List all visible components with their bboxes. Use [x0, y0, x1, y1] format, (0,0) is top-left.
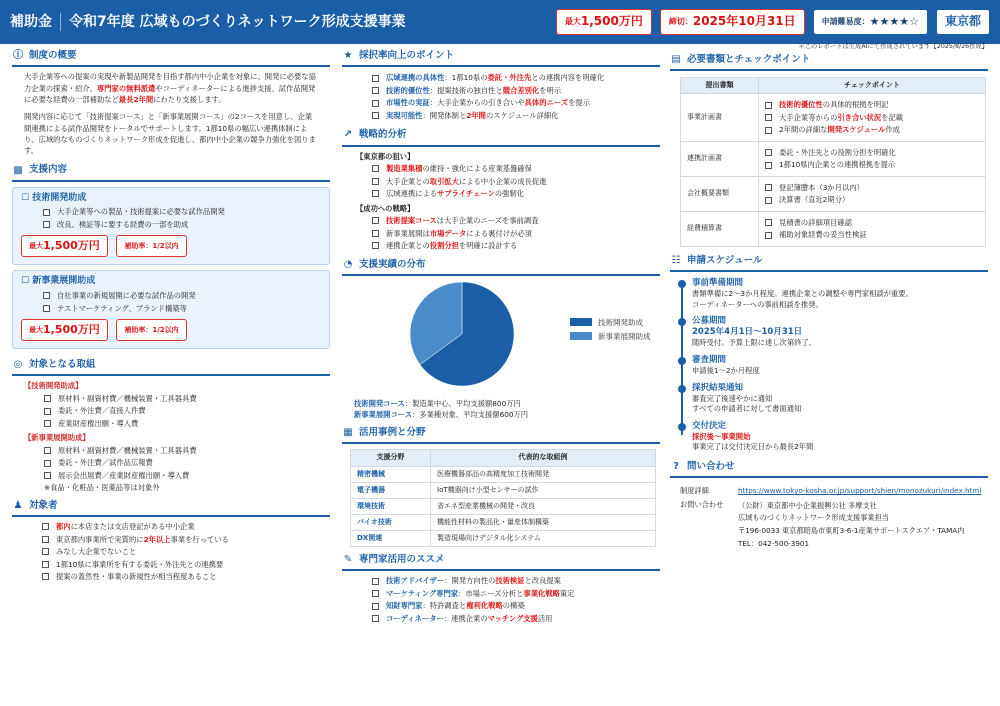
support-heading: ▩ 支援内容	[12, 162, 330, 181]
list-item: 原材料・副資材費／機械装置・工具器具費	[44, 394, 330, 403]
list-item: 産業財産権出願・導入費	[44, 419, 330, 428]
table-row: 環境技術 省エネ型産業機械の開発・改良	[351, 498, 656, 514]
target-icon: ◎	[13, 359, 23, 371]
calendar-icon: ☷	[671, 254, 681, 266]
eligibility-item: 都内に本店または支店登記がある中小企業	[42, 522, 330, 531]
chart-line-icon: ↗	[343, 129, 353, 141]
expert-item: 技術アドバイザー：開発方向性の技術検証と改良提案	[372, 576, 660, 585]
clipboard-icon: ▤	[671, 54, 681, 66]
check-item: 決算書（直近2期分）	[765, 195, 979, 204]
category-tag: 補助金	[10, 13, 61, 31]
difficulty-badge: 申請難易度： ★★★★☆	[813, 9, 928, 35]
point-item: 実現可能性：開発体制と2年間のスケジュール詳細化	[372, 111, 660, 120]
newbiz-rate-badge: 補助率： 1/2以内	[116, 319, 186, 341]
page-title: 令和7年度 広域ものづくりネットワーク形成支援事業	[69, 13, 406, 30]
experts-heading: ✎ 専門家活用のススメ	[342, 552, 660, 571]
check-item: 見積書の詳細項目確認	[765, 218, 979, 227]
prefecture-badge: 東京都	[936, 9, 990, 35]
people-icon: ♟	[13, 499, 23, 511]
list-item: 改良、検証等に要する経費の一部を助成	[43, 220, 321, 229]
info-icon: ⓘ	[13, 50, 23, 62]
targets-note: ※食品・化粧品・医薬品等は対象外	[44, 483, 160, 493]
left-column	[12, 48, 330, 585]
expert-item: マーケティング専門家：市場ニーズ分析と事業化戦略策定	[372, 589, 660, 598]
deadline-badge: 締切： 2025年10月31日	[660, 9, 805, 35]
eligibility-item: みなし大企業でないこと	[42, 547, 330, 556]
detail-link[interactable]: https://www.tokyo-kosha.or.jp/support/shien/monozukuri/index.html	[738, 486, 982, 496]
table-row: バイオ技術 機能性材料の製品化・量産体制構築	[351, 514, 656, 530]
check-item: 登記簿謄本（3か月以内）	[765, 183, 979, 192]
tech-support-box	[12, 187, 330, 266]
distribution-pie-chart	[342, 276, 660, 396]
strategy-win-item: 新事業展開は市場データによる裏付けが必須	[372, 229, 660, 238]
eligibility-item: 東京都内事業所で実質的に2年以上事業を行っている	[42, 535, 330, 544]
tech-target-label: 【技術開発助成】	[24, 381, 83, 391]
legend-label: 新事業展開助成	[598, 331, 651, 341]
check-item: 2年間の詳細な開発スケジュール作成	[765, 125, 979, 134]
grid-icon: ▦	[343, 427, 353, 439]
expert-item: コーディネーター：連携企業のマッチング支援活用	[372, 614, 660, 623]
distribution-notes: 技術開発コース：製造業中心、平均支援額800万円 新事業展開コース：多業種対象、平均支援額600万円	[354, 399, 529, 420]
contact-heading: ? 問い合わせ	[670, 459, 988, 478]
list-item: 自社事業の新規展開に必要な試作品の開発	[43, 291, 321, 300]
strategy-aim-item: 製造業集積の維持・強化による産業基盤確保	[372, 164, 660, 173]
legend-swatch	[570, 332, 592, 340]
contact-table: 制度詳細 https://www.tokyo-kosha.or.jp/support/shien/monozukuri/index.html お問い合わせ （公財）東京都中小企業振興公社 多摩支社 広域ものづくりネットワーク形成支援事業担当 〒196-0033 東京都昭島市東町3-6-1産業サポートスクエア・TAMA内 TEL：042-500-3901	[680, 486, 982, 548]
ai-note: ＊このレポートは生成AIにて作成されています【2025/8/26作成】	[798, 43, 988, 50]
newbiz-target-label: 【新事業展開助成】	[24, 433, 90, 443]
newbiz-support-title: ☐ 新事業展開助成	[21, 276, 96, 287]
header-bar	[0, 0, 1000, 44]
table-row: DX関連 製造現場向けデジタル化システム	[351, 530, 656, 546]
list-item: 展示会出展費／産業財産権出願・導入費	[44, 471, 330, 480]
tech-max-badge: 最大 1,500万円	[21, 235, 108, 257]
strategy-win-label: 【成功への戦略】	[356, 203, 415, 213]
legend-swatch	[570, 318, 592, 326]
docs-heading: ▤ 必要書類とチェックポイント	[670, 52, 988, 71]
list-item: 委託・外注費／直接人件費	[44, 406, 330, 415]
points-heading: ★ 採択率向上のポイント	[342, 48, 660, 67]
table-row: 経費積算書 見積書の詳細項目確認 補助対象経費の妥当性検証	[681, 211, 986, 246]
newbiz-support-box	[12, 270, 330, 349]
overview-text-2: 開発内容に応じて「技術提案コース」と「新事業展開コース」の2コースを用意し、企業間連携による試作品開発をトータルでサポートします。1都10県の幅広い連携体制により、広域的なものづくりネットワーク形成を促進し、都内中小企業の競争力強化を図ります。	[24, 112, 316, 156]
table-row: 会社概要書類 登記簿謄本（3か月以内） 決算書（直近2期分）	[681, 176, 986, 211]
check-item: 1都10県内企業との連携根拠を提示	[765, 160, 979, 169]
gift-icon: ▩	[13, 164, 23, 176]
schedule-heading: ☷ 申請スケジュール	[670, 253, 988, 272]
middle-column	[342, 48, 660, 626]
eligibility-item: 1都10県に事業所を有する委託・外注先との連携要	[42, 560, 330, 569]
expert-item: 知財専門家：特許調査と権利化戦略の構築	[372, 601, 660, 610]
schedule-step: 事前準備期間 書類準備に2〜3か月程度。連携企業との調整や専門家相談が重要。 コーディネーターへの事前相談を推奨。	[670, 278, 988, 310]
strategy-aim-item: 広域連携によるサプライチェーンの強靭化	[372, 189, 660, 198]
cases-heading: ▦ 活用事例と分野	[342, 425, 660, 444]
right-column	[670, 43, 988, 552]
docs-table: 提出書類 チェックポイント 事業計画書 技術的優位性の具体的根拠を明記 大手企業等からの引き合い状況を記載 2年間の詳細な開発スケジュール作成 連携計画書 委託・外注先との役割分担を明確化 1都10県内企業との連携根拠を提示 会社概要書類 登記簿謄本（3か月以内） 決算書（直近2期分） 経費積算書 見積書の詳細項目確認 補助対象経費の妥当性検証	[680, 77, 986, 246]
point-item: 広域連携の具体性：1都10県の委託・外注先との連携内容を明確化	[372, 73, 660, 82]
eligible-heading: ♟ 対象者	[12, 498, 330, 517]
list-item: テストマーケティング、ブランド構築等	[43, 304, 321, 313]
lightbulb-icon: ★	[343, 50, 353, 62]
newbiz-max-badge: 最大 1,500万円	[21, 319, 108, 341]
list-item: 委託・外注費／試作品広報費	[44, 458, 330, 467]
tech-support-title: ☐ 技術開発助成	[21, 192, 87, 203]
tech-rate-badge: 補助率： 1/2以内	[116, 235, 186, 257]
expert-icon: ✎	[343, 554, 353, 566]
check-item: 技術的優位性の具体的根拠を明記	[765, 100, 979, 109]
schedule-step: 採択結果通知 審査完了後速やかに通知 すべての申請者に対して書面通知	[670, 383, 988, 415]
list-item: 原材料・副資材費／機械装置・工具器具費	[44, 446, 330, 455]
overview-heading: ⓘ 制度の概要	[12, 48, 330, 67]
list-item: 大手企業等への製品・技術提案に必要な試作品開発	[43, 207, 321, 216]
question-icon: ?	[673, 461, 679, 473]
max-amount-badge: 最大 1,500万円	[556, 9, 652, 35]
strategy-heading: ↗ 戦略的分析	[342, 127, 660, 146]
pie-chart-icon: ◔	[343, 258, 353, 270]
table-row: 精密機械 医療機器部品の高精度加工技術開発	[351, 466, 656, 482]
schedule-step: 審査期間 申請後1〜2か月程度	[670, 355, 988, 377]
overview-text-1: 大手企業等への提案の実現や新製品開発を目指す都内中小企業を対象に、開発に必要な協力企業の探索・紹介、専門家の無料派遣やコーディネーターによる進捗支援、試作品開発に必要な経費の一部補助など最長2年間にわたり支援します。	[24, 72, 316, 104]
schedule-step: 公募期間 2025年4月1日〜10月31日 随時受付。予算上限に達し次第終了。	[670, 316, 988, 349]
distribution-heading: ◔ 支援実績の分布	[342, 257, 660, 276]
strategy-win-item: 技術提案コースは大手企業のニーズを事前調査	[372, 216, 660, 225]
schedule-step: 交付決定 採択後〜事業開始 事業完了は交付決定日から最長2年間	[670, 421, 988, 453]
strategy-aim-label: 【東京都の狙い】	[356, 151, 415, 161]
targets-heading: ◎ 対象となる取組	[12, 357, 330, 376]
check-item: 補助対象経費の妥当性検証	[765, 230, 979, 239]
table-row: 電子機器 IoT機器向け小型センサーの試作	[351, 482, 656, 498]
check-item: 大手企業等からの引き合い状況を記載	[765, 113, 979, 122]
point-item: 市場性の実証：大手企業からの引き合いや具体的ニーズを提示	[372, 98, 660, 107]
check-item: 委託・外注先との役割分担を明確化	[765, 148, 979, 157]
eligibility-item: 提案の蓋然性・事業の新規性が相当程度あること	[42, 572, 330, 581]
legend-label: 技術開発助成	[598, 317, 643, 327]
table-row: 事業計画書 技術的優位性の具体的根拠を明記 大手企業等からの引き合い状況を記載 2年間の詳細な開発スケジュール作成	[681, 94, 986, 141]
table-row: 連携計画書 委託・外注先との役割分担を明確化 1都10県内企業との連携根拠を提示	[681, 141, 986, 176]
difficulty-stars: ★★★★☆	[869, 14, 919, 28]
point-item: 技術的優位性：提案技術の独自性と競合差別化を明示	[372, 86, 660, 95]
strategy-aim-item: 大手企業との取引拡大による中小企業の成長促進	[372, 177, 660, 186]
strategy-win-item: 連携企業との役割分担を明確に設計する	[372, 241, 660, 250]
cases-table: 支援分野 代表的な取組例 精密機械 医療機器部品の高精度加工技術開発 電子機器 IoT機器向け小型センサーの試作 環境技術 省エネ型産業機械の開発・改良 バイオ技術 機能性材料の製品化・量産体制構築 DX関連 製造現場向けデジタル化システム	[350, 449, 656, 547]
